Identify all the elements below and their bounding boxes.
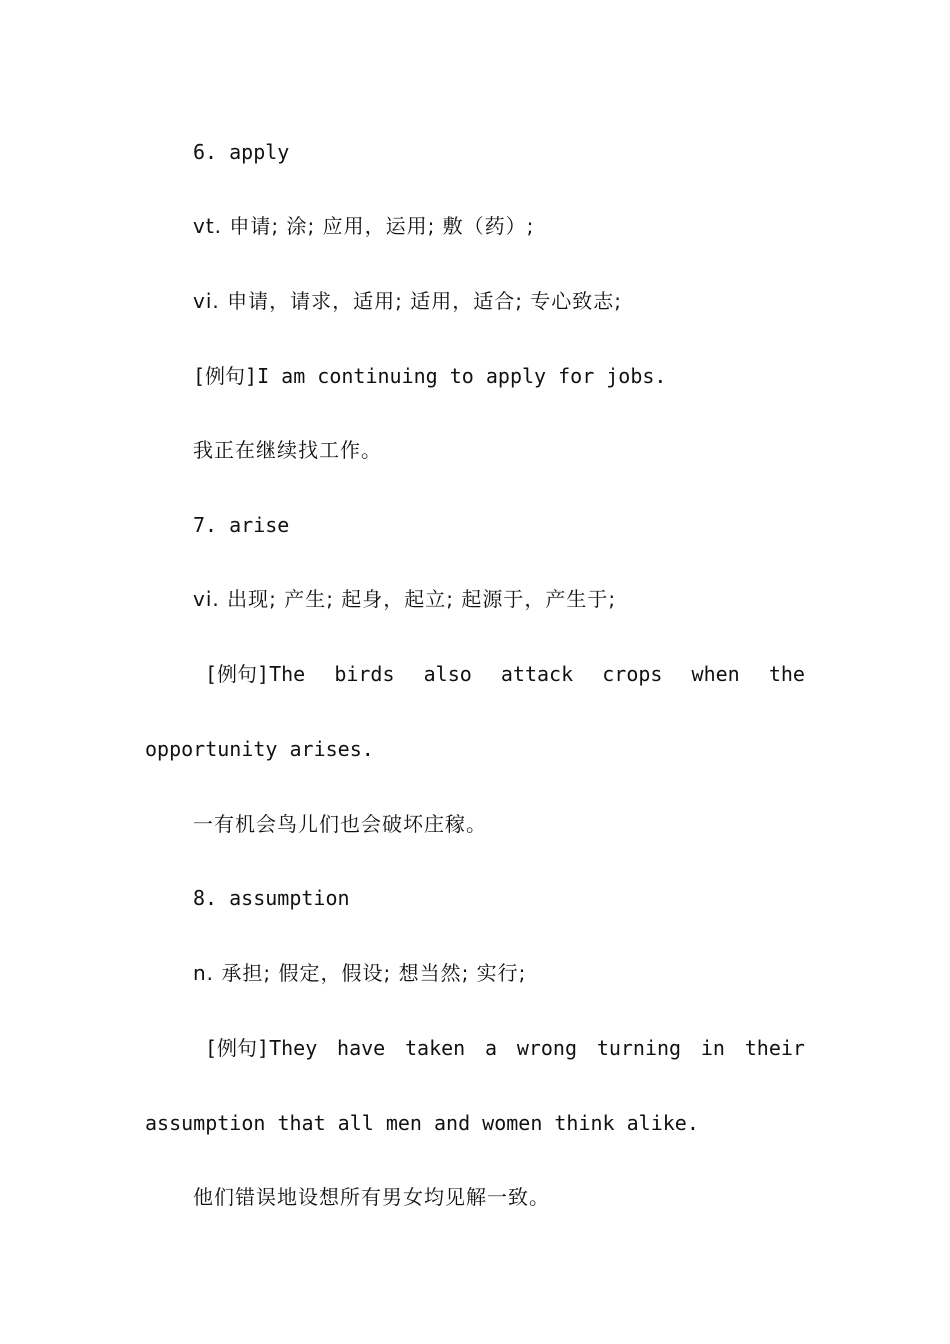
entry-8-example-line2: assumption that all men and women think alike. — [145, 1111, 699, 1135]
entry-7-translation: 一有机会鸟儿们也会破坏庄稼。 — [193, 812, 487, 836]
example-word: turning — [596, 1036, 682, 1060]
example-word: have — [337, 1036, 386, 1060]
example-word: taken — [404, 1036, 466, 1060]
example-word: in — [700, 1036, 725, 1060]
entry-7-def-vi: vi. 出现; 产生; 起身，起立; 起源于，产生于; — [193, 587, 617, 611]
example-word: a — [484, 1036, 498, 1060]
example-word: the — [768, 662, 805, 686]
entry-8-word: 8. assumption — [193, 886, 350, 910]
example-word: wrong — [516, 1036, 578, 1060]
entry-6-example: [例句]I am continuing to apply for jobs. — [193, 364, 667, 388]
entry-7-word: 7. arise — [193, 513, 290, 537]
example-word: crops — [602, 662, 663, 686]
entry-8-example-line1 — [205, 1034, 805, 1062]
example-word: when — [691, 662, 740, 686]
example-word: birds — [334, 662, 395, 686]
example-word: attack — [500, 662, 574, 686]
entry-6-translation: 我正在继续找工作。 — [193, 438, 382, 462]
entry-7-example-line1 — [205, 660, 805, 688]
example-word: [例句]The — [205, 662, 306, 686]
entry-8-def-n: n. 承担; 假定，假设; 想当然; 实行; — [193, 961, 527, 985]
example-word: [例句]They — [205, 1036, 318, 1060]
example-word: their — [744, 1036, 805, 1060]
entry-6-def-vt: vt. 申请; 涂; 应用，运用; 敷（药）; — [193, 214, 535, 238]
example-word: also — [423, 662, 472, 686]
entry-7-example-line2: opportunity arises. — [145, 737, 374, 761]
entry-8-translation: 他们错误地设想所有男女均见解一致。 — [193, 1185, 550, 1209]
entry-6-word: 6. apply — [193, 140, 290, 164]
entry-6-def-vi: vi. 申请，请求，适用; 适用，适合; 专心致志; — [193, 289, 623, 313]
